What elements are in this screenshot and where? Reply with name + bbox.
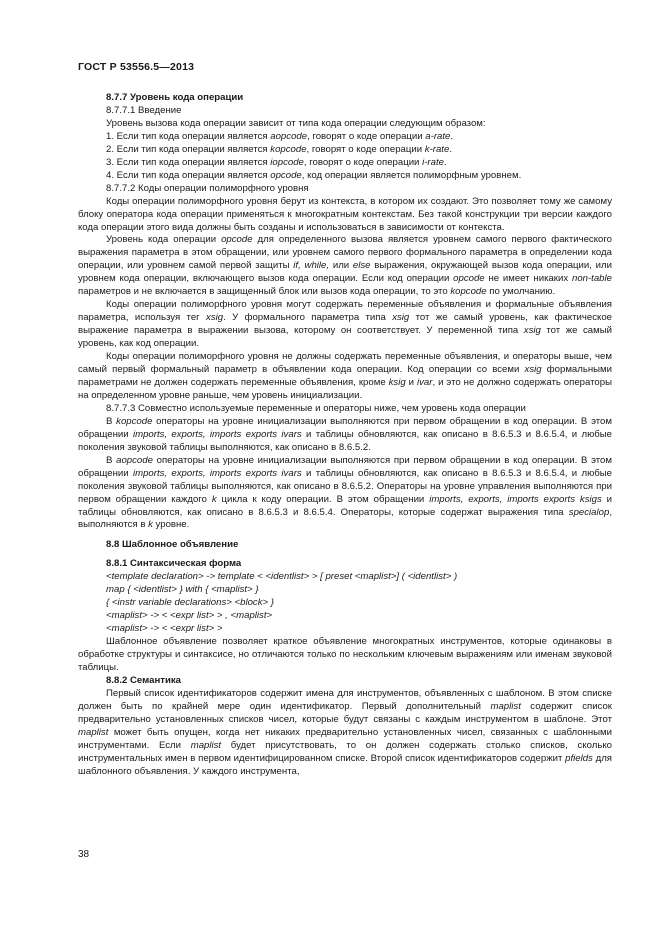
heading-8-7-7-2: 8.7.7.2 Коды операции полиморфного уровня bbox=[106, 182, 309, 194]
syntax-line: <template declaration> -> template < <identlist> > [ preset <maplist>] ( <identlist> ) bbox=[106, 571, 458, 583]
syntax-line: <maplist> -> < <expr list> > bbox=[106, 623, 223, 635]
paragraph-xsig: Коды операции полиморфного уровня могут содержать переменные объявления и формальные объявления параметра, используя тег xsig. У формального параметра типа xsig тот же самый уровень, как фактическое выражение параметра в выражении вызова, которому он соответствует. У переменной типа xsig тот же самый уровень, как код операции. bbox=[78, 299, 612, 350]
page-content bbox=[78, 92, 612, 779]
paragraph-template-purpose: Шаблонное объявление позволяет краткое объявление многократных инструментов, которые одинаковы в обработке структуры и синтаксисе, но отличаются только по нескольким ключевым выражениям или именам звуковой таблицы. bbox=[78, 636, 612, 673]
heading-8-8-1: 8.8.1 Синтаксическая форма bbox=[106, 558, 242, 570]
syntax-line: { <instr variable declarations> <block> } bbox=[106, 597, 274, 609]
list-item-2: 2. Если тип кода операции является kopcode, говорят о коде операции k-rate. bbox=[106, 143, 452, 155]
paragraph-aopcode: В aopcode операторы на уровне инициализации выполняются при первом обращении в код операции. В этом обращении imports, exports, imports exports ivars и таблицы обновляются, как описано в 8.6.5.3 и 8.6.5.4, и любые поколения звуковой таблицы выполняются, как описано в 8.6.5.2. Операторы на уровне управления выполняются при первом обращении каждого k цикла к коду операции. В этом обращении imports, exports, imports exports ksigs и таблицы обновляются, как описано в 8.6.5.3 и 8.6.5.4. Операторы, которые содержат выражения типа specialop, выполняются в k уровне. bbox=[78, 454, 612, 531]
syntax-line: <maplist> -> < <expr list> > , <maplist> bbox=[106, 610, 273, 622]
syntax-block bbox=[78, 571, 612, 636]
heading-8-7-7-1: 8.7.7.1 Введение bbox=[106, 104, 182, 116]
intro-paragraph: Уровень вызова кода операции зависит от типа кода операции следующим образом: bbox=[106, 117, 486, 129]
heading-8-7-7-3: 8.7.7.3 Совместно используемые переменные и операторы ниже, чем уровень кода операции bbox=[106, 402, 526, 414]
page-number: 38 bbox=[78, 849, 90, 860]
standard-header: ГОСТ Р 53556.5—2013 bbox=[78, 61, 195, 73]
list-item-1: 1. Если тип кода операции является aopcode, говорят о коде операции a-rate. bbox=[106, 130, 454, 142]
paragraph-kopcode: В kopcode операторы на уровне инициализации выполняются при первом обращении в код операции. В этом обращении imports, exports, imports exports ivars и таблицы обновляются, как описано в 8.6.5.3 и 8.6.5.4, и любые поколения звуковой таблицы выполняются, как описано в 8.6.5.2. bbox=[78, 415, 612, 453]
list-item-4: 4. Если тип кода операции является opcode, код операции является полиморфным уровнем. bbox=[106, 169, 522, 181]
syntax-line: map { <identlist> } with { <maplist> } bbox=[106, 584, 259, 596]
list-item-3: 3. Если тип кода операции является iopcode, говорят о коде операции i-rate. bbox=[106, 156, 447, 168]
paragraph-opcode-rate: Уровень кода операции opcode для определенного вызова является уровнем самого первого фактического выражения параметра в этом обращении, или уровнем самого первого формального параметра в определении кода операции, или уровнем самой первой защиты if, while, или else выражения, окружающей вызов кода операции, или уровнем кода операции, включающего вызов кода операции. Если код операции opcode не имеет никаких non-table параметров и не включается в защищенный блок или вызов кода операции, то это kopcode по умолчанию. bbox=[78, 234, 612, 298]
paragraph-polymorphic-intro: Коды операции полиморфного уровня берут из контекста, в котором их создают. Это позволяет тому же самому блоку оператора кода операции применяться к многократным контекстам. Без такой конструкции три версии каждого кода операции этого вида должны быть созданы и использоваться в зависимости от контекста. bbox=[78, 195, 612, 233]
paragraph-semantics: Первый список идентификаторов содержит имена для инструментов, объявленных с шаблоном. В этом списке должен быть по крайней мере один идентификатор. Первый дополнительный maplist содержит список предварительно установленных списков чисел, которые будут связаны с каждым инструментом в шаблоне. Этот maplist может быть опущен, когда нет никаких предварительно установленных чисел, связанных с шаблонными инструментами. Если maplist будет присутствовать, то он должен содержать столько списков, сколько инструментальных имен в первом идентифицированном списке. Второй список идентификаторов содержит pfields для шаблонного объявления. У каждого инструмента, bbox=[78, 687, 613, 777]
heading-8-7-7: 8.7.7 Уровень кода операции bbox=[106, 92, 244, 103]
paragraph-restrictions: Коды операции полиморфного уровня не должны содержать переменные объявления, и операторы выше, чем самый первый формальный параметр в объявлении кода операции. Код операции со всеми xsig формальными параметрами не должен содержать переменные объявления, кроме ksig и ivar, и это не должно содержать операторы на определенном уровне раньше, чем уровень инициализации. bbox=[78, 351, 613, 401]
heading-8-8-2: 8.8.2 Семантика bbox=[106, 674, 181, 686]
heading-8-8: 8.8 Шаблонное объявление bbox=[106, 539, 239, 551]
